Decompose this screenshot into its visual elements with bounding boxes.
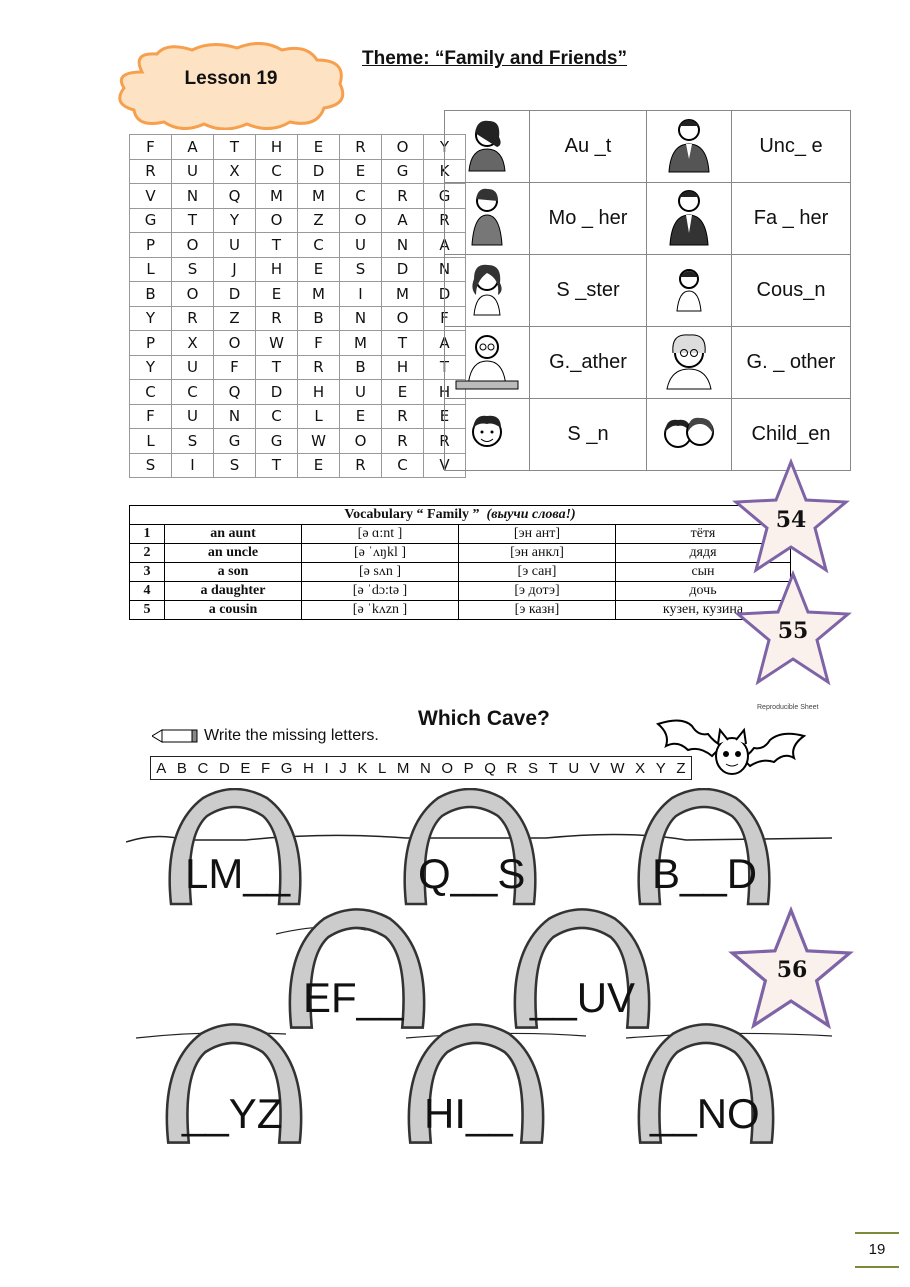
grid-letter: R xyxy=(340,135,382,160)
grid-letter: R xyxy=(424,208,466,233)
grid-letter: Z xyxy=(298,208,340,233)
vocabulary-ru-pron: [э дотэ] xyxy=(459,582,616,601)
vocabulary-ipa: [ə ˈʌŋkl ] xyxy=(302,544,459,563)
alphabet-letter: F xyxy=(261,759,271,777)
grid-letter: C xyxy=(298,233,340,258)
vocabulary-title: Vocabulary “ Family ” xyxy=(344,507,480,522)
alphabet-letter: W xyxy=(610,759,625,777)
grid-letter: S xyxy=(214,453,256,478)
grid-letter: H xyxy=(424,380,466,405)
page-number: 19 xyxy=(855,1232,899,1268)
word-son: S _n xyxy=(530,399,647,471)
grid-letter: W xyxy=(256,331,298,356)
son-icon xyxy=(445,399,530,471)
grid-letter: Y xyxy=(214,208,256,233)
vocabulary-word: a cousin xyxy=(165,601,302,620)
grid-letter: R xyxy=(382,184,424,209)
grid-letter: M xyxy=(298,282,340,307)
grid-letter: A xyxy=(382,208,424,233)
father-icon xyxy=(647,183,732,255)
grid-letter: U xyxy=(214,233,256,258)
cave-label: __UV xyxy=(530,974,636,1021)
vocabulary-num: 1 xyxy=(130,525,165,544)
grid-letter: T xyxy=(424,355,466,380)
grid-letter: D xyxy=(256,380,298,405)
cave xyxy=(283,908,431,1030)
vocabulary-word: an uncle xyxy=(165,544,302,563)
grid-letter: D xyxy=(382,257,424,282)
grid-letter: U xyxy=(172,355,214,380)
vocabulary-translation: дочь xyxy=(616,582,791,601)
grid-letter: C xyxy=(340,184,382,209)
grid-letter: R xyxy=(298,355,340,380)
cave-label: __YZ xyxy=(182,1090,283,1137)
cave-label: LM__ xyxy=(185,850,291,897)
grid-letter: F xyxy=(424,306,466,331)
grid-letter: G xyxy=(130,208,172,233)
alphabet-letter: N xyxy=(419,759,431,777)
vocabulary-note: (выучи слова!) xyxy=(486,507,576,522)
grid-letter: M xyxy=(382,282,424,307)
cave xyxy=(508,908,656,1030)
vocabulary-ipa: [ə ɑ:nt ] xyxy=(302,525,459,544)
grid-letter: F xyxy=(298,331,340,356)
alphabet-letter: V xyxy=(589,759,600,777)
grid-letter: E xyxy=(298,135,340,160)
vocabulary-word: a daughter xyxy=(165,582,302,601)
word-search-grid xyxy=(129,134,466,478)
grid-letter: H xyxy=(256,135,298,160)
grid-letter: C xyxy=(256,159,298,184)
picture-row xyxy=(445,183,851,255)
alphabet-letter: R xyxy=(506,759,518,777)
vocabulary-row xyxy=(130,544,791,563)
grid-letter: A xyxy=(424,331,466,356)
grid-letter: F xyxy=(130,135,172,160)
grid-letter: R xyxy=(256,306,298,331)
grid-letter: O xyxy=(340,208,382,233)
alphabet-letter: K xyxy=(357,759,368,777)
vocabulary-ipa: [ə ˈkʌzn ] xyxy=(302,601,459,620)
cave xyxy=(632,1022,780,1146)
grid-letter: U xyxy=(172,404,214,429)
cave xyxy=(160,1022,308,1146)
grid-letter: V xyxy=(424,453,466,478)
grid-letter: B xyxy=(298,306,340,331)
vocabulary-translation: тётя xyxy=(616,525,791,544)
grid-row xyxy=(130,135,466,160)
cave-label: HI__ xyxy=(424,1090,513,1137)
vocabulary-row xyxy=(130,563,791,582)
grid-letter: G xyxy=(382,159,424,184)
grid-letter: E xyxy=(340,159,382,184)
grid-letter: E xyxy=(256,282,298,307)
grid-letter: T xyxy=(382,331,424,356)
word-aunt: Au _t xyxy=(530,111,647,183)
woman-icon xyxy=(445,111,530,183)
vocabulary-num: 2 xyxy=(130,544,165,563)
grid-row xyxy=(130,355,466,380)
alphabet-letter: E xyxy=(240,759,251,777)
word-cousin: Cous_n xyxy=(732,255,851,327)
grid-letter: R xyxy=(424,429,466,454)
grid-letter: E xyxy=(298,257,340,282)
alphabet-letter: A xyxy=(156,759,167,777)
grid-letter: F xyxy=(130,404,172,429)
word-father: Fa _ her xyxy=(732,183,851,255)
grid-letter: S xyxy=(172,429,214,454)
grid-letter: I xyxy=(340,282,382,307)
grid-letter: H xyxy=(382,355,424,380)
vocabulary-word: an aunt xyxy=(165,525,302,544)
grid-letter: S xyxy=(172,257,214,282)
grid-letter: M xyxy=(298,184,340,209)
alphabet-letter: Y xyxy=(655,759,666,777)
children-icon xyxy=(647,399,732,471)
grid-letter: N xyxy=(172,184,214,209)
grid-letter: E xyxy=(382,380,424,405)
alphabet-strip xyxy=(150,756,692,780)
grid-letter: P xyxy=(130,331,172,356)
vocabulary-ru-pron: [эн ант] xyxy=(459,525,616,544)
alphabet-letter: C xyxy=(197,759,209,777)
grid-letter: R xyxy=(340,453,382,478)
alphabet-letter: U xyxy=(568,759,580,777)
grid-letter: E xyxy=(340,404,382,429)
star-number-55: 55 xyxy=(777,618,809,644)
grid-letter: H xyxy=(256,257,298,282)
picture-row xyxy=(445,327,851,399)
vocabulary-row xyxy=(130,601,791,620)
grid-letter: X xyxy=(214,159,256,184)
alphabet-letter: O xyxy=(441,759,454,777)
grid-letter: O xyxy=(340,429,382,454)
grid-letter: M xyxy=(340,331,382,356)
grid-letter: C xyxy=(130,380,172,405)
grid-letter: A xyxy=(424,233,466,258)
grid-letter: Z xyxy=(214,306,256,331)
grid-letter: G xyxy=(256,429,298,454)
word-grandfather: G._ather xyxy=(530,327,647,399)
worksheet-instruction: Write the missing letters. xyxy=(204,727,379,744)
grid-letter: C xyxy=(256,404,298,429)
mother-icon xyxy=(445,183,530,255)
grid-letter: U xyxy=(340,233,382,258)
grid-letter: T xyxy=(256,355,298,380)
word-mother: Mo _ her xyxy=(530,183,647,255)
word-sister: S _ster xyxy=(530,255,647,327)
grid-row xyxy=(130,184,466,209)
grid-letter: Q xyxy=(214,184,256,209)
cave-label: __NO xyxy=(650,1090,760,1137)
grid-row xyxy=(130,380,466,405)
alphabet-letter: J xyxy=(339,759,347,777)
grid-letter: O xyxy=(382,135,424,160)
grid-letter: O xyxy=(172,282,214,307)
grid-row xyxy=(130,159,466,184)
grid-letter: T xyxy=(172,208,214,233)
grid-row xyxy=(130,453,466,478)
word-children: Child_en xyxy=(732,399,851,471)
grid-row xyxy=(130,404,466,429)
girl-icon xyxy=(445,255,530,327)
grid-letter: N xyxy=(340,306,382,331)
grid-letter: O xyxy=(256,208,298,233)
word-grandmother: G. _ other xyxy=(732,327,851,399)
vocabulary-ipa: [ə sʌn ] xyxy=(302,563,459,582)
grid-letter: U xyxy=(340,380,382,405)
lesson-label: Lesson 19 xyxy=(184,68,278,89)
picture-row xyxy=(445,255,851,327)
grid-letter: R xyxy=(172,306,214,331)
grid-letter: M xyxy=(256,184,298,209)
alphabet-letter: I xyxy=(324,759,329,777)
grid-letter: H xyxy=(298,380,340,405)
grid-row xyxy=(130,208,466,233)
alphabet-letter: S xyxy=(527,759,538,777)
cave-label: B__D xyxy=(652,850,758,897)
grandfather-icon xyxy=(445,327,530,399)
grid-letter: S xyxy=(340,257,382,282)
grid-letter: Y xyxy=(130,355,172,380)
grid-letter: B xyxy=(340,355,382,380)
man-suit-icon xyxy=(647,111,732,183)
grid-letter: P xyxy=(130,233,172,258)
grid-letter: T xyxy=(214,135,256,160)
grid-letter: L xyxy=(298,404,340,429)
grid-letter: K xyxy=(424,159,466,184)
vocabulary-ru-pron: [э казн] xyxy=(459,601,616,620)
alphabet-letter: M xyxy=(396,759,410,777)
cave xyxy=(163,788,307,906)
family-picture-table xyxy=(444,110,851,471)
grid-letter: D xyxy=(214,282,256,307)
grid-letter: N xyxy=(214,404,256,429)
grid-row xyxy=(130,331,466,356)
theme-title: Theme: “Family and Friends” xyxy=(362,48,627,69)
grid-letter: C xyxy=(382,453,424,478)
grid-letter: V xyxy=(130,184,172,209)
grid-letter: X xyxy=(172,331,214,356)
grid-letter: F xyxy=(214,355,256,380)
star-number-54: 54 xyxy=(775,507,807,533)
grid-letter: L xyxy=(130,429,172,454)
grid-letter: N xyxy=(382,233,424,258)
grid-letter: Y xyxy=(130,306,172,331)
worksheet-title: Which Cave? xyxy=(418,707,550,730)
grid-letter: J xyxy=(214,257,256,282)
grid-letter: Y xyxy=(424,135,466,160)
vocabulary-row xyxy=(130,525,791,544)
grid-row xyxy=(130,306,466,331)
bat-icon xyxy=(652,706,810,788)
star-number-56: 56 xyxy=(776,957,808,983)
alphabet-letter: B xyxy=(176,759,187,777)
alphabet-letter: T xyxy=(548,759,558,777)
copyright-note: Reproducible Sheet xyxy=(757,704,819,711)
grid-letter: I xyxy=(172,453,214,478)
cave xyxy=(632,788,776,906)
cave xyxy=(402,1022,550,1146)
grid-letter: E xyxy=(298,453,340,478)
grid-letter: U xyxy=(172,159,214,184)
grid-letter: R xyxy=(130,159,172,184)
boy-icon xyxy=(647,255,732,327)
vocabulary-num: 5 xyxy=(130,601,165,620)
grid-letter: Q xyxy=(214,380,256,405)
vocabulary-row xyxy=(130,582,791,601)
alphabet-letter: X xyxy=(635,759,646,777)
alphabet-letter: Z xyxy=(676,759,686,777)
vocabulary-word: a son xyxy=(165,563,302,582)
cave-label: Q__S xyxy=(418,850,526,897)
grid-letter: R xyxy=(382,429,424,454)
grid-letter: D xyxy=(298,159,340,184)
grid-row xyxy=(130,257,466,282)
vocabulary-translation: дядя xyxy=(616,544,791,563)
grid-letter: R xyxy=(382,404,424,429)
grid-letter: T xyxy=(256,233,298,258)
vocabulary-translation: сын xyxy=(616,563,791,582)
grid-row xyxy=(130,429,466,454)
vocabulary-ru-pron: [эн анкл] xyxy=(459,544,616,563)
alphabet-letter: D xyxy=(218,759,230,777)
grid-letter: N xyxy=(424,257,466,282)
grid-letter: L xyxy=(130,257,172,282)
vocabulary-header-row xyxy=(130,506,791,525)
alphabet-letter: L xyxy=(377,759,387,777)
grid-letter: G xyxy=(214,429,256,454)
alphabet-letter: G xyxy=(280,759,293,777)
cave xyxy=(398,788,542,906)
grid-letter: D xyxy=(424,282,466,307)
word-uncle: Unc_ e xyxy=(732,111,851,183)
grid-letter: O xyxy=(172,233,214,258)
grid-letter: T xyxy=(256,453,298,478)
grid-letter: C xyxy=(172,380,214,405)
pencil-icon xyxy=(152,729,198,743)
vocabulary-num: 4 xyxy=(130,582,165,601)
alphabet-letter: H xyxy=(303,759,314,777)
grid-letter: E xyxy=(424,404,466,429)
alphabet-letter: P xyxy=(463,759,474,777)
grandmother-icon xyxy=(647,327,732,399)
cave-label: EF__ xyxy=(303,974,404,1021)
grid-letter: B xyxy=(130,282,172,307)
grid-letter: G xyxy=(424,184,466,209)
vocabulary-translation: кузен, кузина xyxy=(616,601,791,620)
vocabulary-ru-pron: [э сан] xyxy=(459,563,616,582)
alphabet-letter: Q xyxy=(484,759,496,777)
grid-letter: W xyxy=(298,429,340,454)
picture-row xyxy=(445,111,851,183)
grid-letter: S xyxy=(130,453,172,478)
vocabulary-table xyxy=(129,505,791,620)
vocabulary-num: 3 xyxy=(130,563,165,582)
grid-letter: O xyxy=(214,331,256,356)
grid-letter: A xyxy=(172,135,214,160)
vocabulary-ipa: [ə ˈdɔ:tə ] xyxy=(302,582,459,601)
grid-row xyxy=(130,282,466,307)
grid-letter: O xyxy=(382,306,424,331)
grid-row xyxy=(130,233,466,258)
